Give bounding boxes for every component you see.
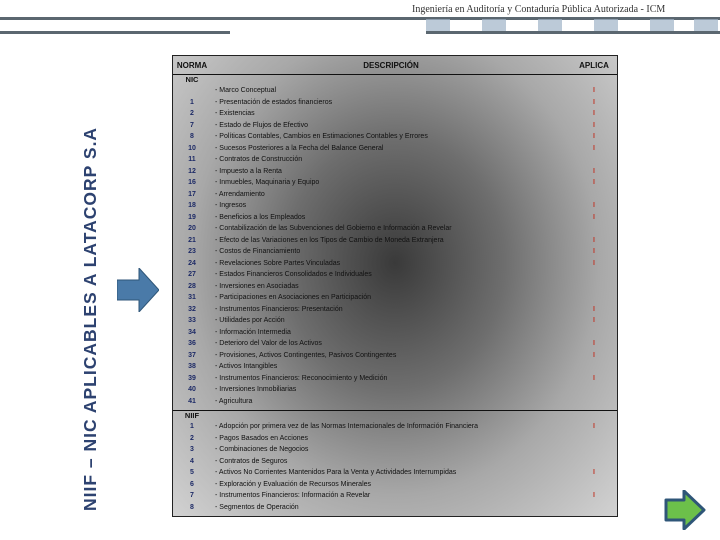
applies-mark: I (593, 110, 595, 117)
norm-number: 8 (190, 503, 194, 511)
table-row (173, 444, 617, 456)
table-row (173, 223, 617, 235)
applies-mark: I (593, 317, 595, 324)
header-descripcion: DESCRIPCIÓN (363, 60, 419, 70)
norm-number: 8 (190, 133, 194, 140)
applies-mark: I (593, 236, 595, 244)
table-row (173, 421, 617, 433)
header-aplica: APLICA (579, 60, 609, 70)
norm-description: - Estados Financieros Consolidados e Individuales (215, 271, 372, 278)
norm-description: - Instrumentos Financieros: Presentación (215, 305, 343, 313)
norm-description: - Revelaciones Sobre Partes Vinculadas (215, 259, 341, 267)
table-row (173, 281, 617, 293)
applies-mark: I (593, 179, 595, 186)
arrow-right-icon (117, 268, 159, 312)
norm-description: - Exploración y Evaluación de Recursos Minerales (215, 480, 372, 488)
norm-number: 2 (190, 434, 194, 442)
table-row (173, 502, 617, 514)
slide-vertical-title: NIIF – NIC APLICABLES A LATACORP S.A (80, 126, 100, 511)
norm-description: - Segmentos de Operación (215, 503, 299, 511)
norm-description: - Contratos de Seguros (215, 457, 288, 465)
table-row (173, 85, 617, 97)
table-row (173, 108, 617, 120)
applies-mark: I (593, 305, 595, 313)
norm-description: - Beneficios a los Empleados (215, 213, 306, 221)
table-row (173, 97, 617, 109)
table-row (173, 327, 617, 339)
norm-description: - Presentación de estados financieros (215, 98, 333, 106)
norm-number: 38 (188, 363, 196, 370)
applies-mark: I (593, 259, 595, 267)
norm-number: 18 (188, 202, 196, 209)
table-row (173, 361, 617, 373)
table-row (173, 304, 617, 316)
norm-description: - Sucesos Posteriores a la Fecha del Balance General (215, 144, 384, 152)
norm-number: 7 (190, 121, 194, 129)
norm-number: 17 (188, 190, 196, 198)
table-row (173, 456, 617, 468)
applies-mark: I (593, 144, 595, 152)
norm-description: - Adopción por primera vez de las Normas Internacionales de Información Financiera (215, 423, 479, 430)
table-row (173, 315, 617, 327)
norm-number: 20 (188, 225, 196, 232)
norm-description: - Existencias (215, 110, 255, 117)
norm-number: 1 (190, 423, 194, 430)
norm-number: 4 (190, 457, 194, 465)
norm-number: 21 (188, 236, 196, 244)
applies-mark: I (593, 98, 595, 106)
norm-description: - Activos Intangibles (215, 363, 278, 370)
norm-number: 5 (190, 469, 194, 476)
norm-description: - Activos No Corrientes Mantenidos Para la Venta y Actividades Interrumpidas (215, 469, 457, 476)
applies-mark: I (593, 374, 595, 382)
table-row (173, 292, 617, 304)
next-slide-button[interactable] (664, 490, 706, 530)
applies-mark: I (593, 167, 595, 175)
table-row (173, 120, 617, 132)
table-row (173, 396, 617, 408)
table-row (173, 269, 617, 281)
norm-number: 11 (188, 156, 196, 163)
norm-description: - Deterioro del Valor de los Activos (215, 340, 322, 347)
norm-description: - Políticas Contables, Cambios en Estimaciones Contables y Errores (215, 133, 428, 140)
table-row (173, 467, 617, 479)
norm-number: 24 (188, 259, 196, 267)
table-row (173, 258, 617, 270)
applies-mark: I (593, 340, 595, 347)
table-row (173, 131, 617, 143)
applies-mark: I (593, 248, 595, 255)
norm-number: 19 (188, 213, 196, 221)
norm-description: - Provisiones, Activos Contingentes, Pasivos Contingentes (215, 351, 397, 359)
norm-number: 1 (190, 98, 194, 106)
table-row (173, 177, 617, 189)
applies-mark: I (593, 121, 595, 129)
applies-mark: I (593, 87, 595, 94)
norm-description: - Marco Conceptual (215, 87, 277, 94)
norm-number: 27 (188, 271, 196, 278)
norm-description: - Contabilización de las Subvenciones del Gobierno e Información a Revelar (215, 225, 452, 232)
table-row (173, 235, 617, 247)
section-divider (173, 410, 617, 411)
applies-mark: I (593, 133, 595, 140)
norm-description: - Inversiones Inmobiliarias (215, 386, 297, 393)
table-row (173, 433, 617, 445)
table-row (173, 154, 617, 166)
applies-mark: I (593, 202, 595, 209)
norm-description: - Costos de Financiamiento (215, 248, 301, 255)
norm-description: - Efecto de las Variaciones en los Tipos de Cambio de Moneda Extranjera (215, 236, 444, 244)
norm-number: 16 (188, 179, 196, 186)
table-row (173, 246, 617, 258)
norm-number: 12 (188, 167, 196, 175)
norm-number: 37 (188, 351, 196, 359)
table-row (173, 384, 617, 396)
norm-description: - Contratos de Construcción (215, 156, 303, 163)
norm-number: 34 (188, 328, 196, 336)
table-row (173, 373, 617, 385)
table-row (173, 212, 617, 224)
norm-description: - Información Intermedia (215, 328, 291, 336)
norm-number: 28 (188, 282, 196, 290)
norm-description: - Instrumentos Financieros: Información a Revelar (215, 492, 371, 499)
norm-description: - Estado de Flujos de Efectivo (215, 121, 308, 129)
table-row (173, 189, 617, 201)
header-norma: NORMA (176, 60, 208, 70)
norm-number: 10 (188, 144, 196, 152)
applies-mark: I (593, 469, 595, 476)
norm-description: - Inmuebles, Maquinaria y Equipo (215, 179, 320, 186)
norm-number: 2 (190, 110, 194, 117)
section-label-nic: NIC (185, 75, 199, 84)
section-label-niif: NIIF (184, 411, 200, 420)
norm-number: 36 (188, 340, 196, 347)
norm-number: 32 (188, 305, 196, 313)
norm-number: 3 (190, 446, 194, 453)
applies-mark: I (593, 351, 595, 359)
norm-number: 39 (188, 374, 196, 382)
norm-description: - Inversiones en Asociadas (215, 282, 299, 290)
applies-mark: I (593, 213, 595, 221)
applies-mark: I (593, 423, 595, 430)
norm-description: - Instrumentos Financieros: Reconocimiento y Medición (215, 374, 388, 382)
table-row (173, 479, 617, 491)
norm-description: - Combinaciones de Negocios (215, 446, 309, 453)
table-row (173, 350, 617, 362)
norm-description: - Ingresos (215, 202, 247, 209)
table-row (173, 166, 617, 178)
norm-description: - Agricultura (215, 397, 253, 405)
norm-number: 6 (190, 480, 194, 488)
norm-number: 31 (188, 294, 196, 301)
norm-number: 7 (190, 492, 194, 499)
norm-description: - Utilidades por Acción (215, 317, 285, 324)
norm-number: 41 (188, 397, 196, 405)
norm-description: - Impuesto a la Renta (215, 167, 282, 175)
norm-number: 33 (188, 317, 196, 324)
norm-description: - Arrendamiento (215, 190, 265, 198)
applies-mark: I (593, 492, 595, 499)
header-divider (173, 74, 617, 75)
norms-table (172, 55, 618, 517)
table-row (173, 338, 617, 350)
table-row (173, 490, 617, 502)
header-rule-right (426, 31, 720, 34)
norm-number: 23 (188, 248, 196, 255)
table-row (173, 143, 617, 155)
header-text: Ingeniería en Auditoría y Contaduría Pública Autorizada - ICM (412, 4, 666, 15)
table-row (173, 200, 617, 212)
norm-description: - Pagos Basados en Acciones (215, 434, 309, 442)
norm-description: - Participaciones en Asociaciones en Participación (215, 294, 372, 301)
norm-number: 40 (188, 386, 196, 393)
header-rule-left (0, 31, 230, 34)
